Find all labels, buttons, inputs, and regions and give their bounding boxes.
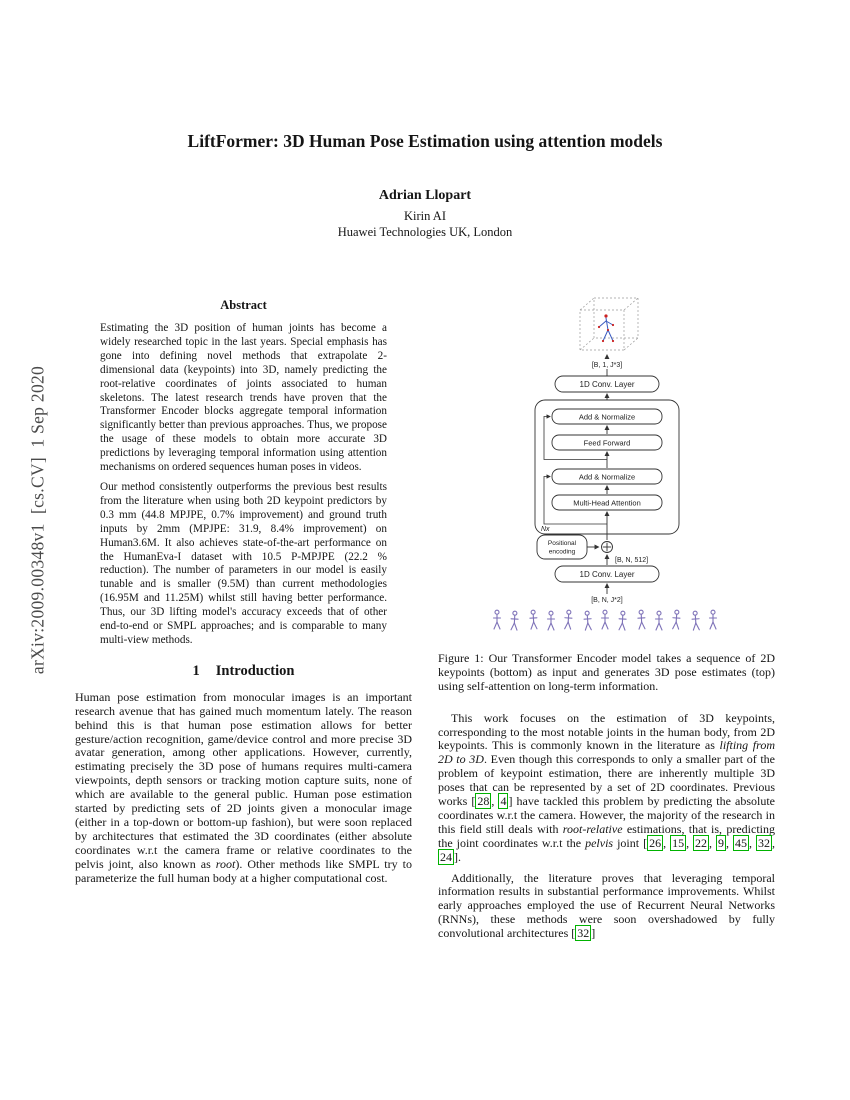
author-affiliation-2: Huawei Technologies UK, London	[337, 224, 513, 239]
tensor-shape-bottom: [B, N, J*2]	[590, 597, 623, 604]
citation-link[interactable]: 32	[758, 835, 770, 850]
conv-layer-bottom-label: 1D Conv. Layer	[579, 570, 634, 579]
text-run: ].	[454, 849, 461, 864]
citation-link[interactable]: 28	[477, 794, 490, 809]
text-run: ,	[686, 835, 694, 850]
figure-1	[442, 288, 772, 641]
right-column	[438, 288, 775, 948]
text-run: ]	[591, 926, 596, 941]
introduction-paragraph-1	[75, 691, 412, 886]
text-run: Human pose estimation from monocular images is an important research avenue that has gained much momentum lately. The reason behind this is that human pose estimation allows for better gesture/action recognition, game/device control and more precise 3D avatar generation, among other applications. However, currently, estimating precisely the 3D pose of humans requires multi-camera viewpoints, depth sensors or tracking motion capture suits, none of which are available to the general public. Human pose estimation started by predicting sets of 2D joints given a monocular image (either in a top-down or bottom-up fashion), but were soon replaced by architectures that estimated the 3D coordinates (either absolute coordinates w.r.t the camera frame or relative coordinates to the pelvis joint, also known as	[75, 689, 412, 871]
author-name: Adrian Llopart	[378, 188, 472, 203]
text-run: . Even though this corresponds to only a smaller part of the problem of keypoint estimation, there are inherently multiple 3D poses that can be represented by a set of 2D coordinates. Previous works [	[438, 752, 775, 809]
conv-layer-top-label: 1D Conv. Layer	[579, 380, 634, 389]
citation-link[interactable]: 4	[500, 794, 507, 809]
paper-title: LiftFormer: 3D Human Pose Estimation using attention models	[187, 131, 663, 151]
figure-1-caption: Figure 1: Our Transformer Encoder model takes a sequence of 2D keypoints (bottom) as input and generates 3D pose estimates (top) using self-attention on long-term information.	[438, 651, 775, 694]
3d-pose-cube	[580, 298, 638, 350]
citation-link[interactable]: 9	[718, 835, 725, 850]
citation-link[interactable]: 24	[440, 849, 452, 864]
section-heading-introduction	[75, 663, 412, 680]
add-normalize-1-label: Add & Normalize	[578, 412, 635, 422]
body-paragraph-lifting	[438, 712, 775, 865]
italic-text: root	[215, 856, 236, 871]
text-run: ,	[663, 835, 671, 850]
multi-head-attention-label: Multi-Head Attention	[572, 498, 641, 508]
3d-skeleton-icon	[599, 318, 613, 341]
text-run: ,	[749, 835, 756, 850]
figure-diagram	[442, 288, 772, 636]
text-run: joint [	[613, 835, 648, 850]
text-run: This work focuses on the estimation of 3D keypoints, corresponding to the most notable joints in the human body, from 2D keypoints. This is commonly known in the literature as	[438, 710, 775, 753]
citation-link[interactable]: 45	[735, 835, 748, 850]
2d-keypoint-sequence	[493, 610, 716, 630]
positional-encoding-label-1: Positional	[547, 540, 576, 547]
author-block	[0, 188, 850, 240]
citation-link[interactable]: 22	[695, 835, 708, 850]
italic-text: root-relative	[562, 821, 623, 836]
author-affiliation-1: Kirin AI	[403, 209, 446, 223]
left-column	[75, 298, 412, 893]
text-run: ,	[772, 835, 775, 850]
arxiv-watermark-text: arXiv:2009.00348v1 [cs.CV] 1 Sep 2020	[27, 365, 48, 675]
text-run: ,	[726, 835, 734, 850]
tensor-shape-mid: [B, N, 512]	[614, 557, 648, 564]
text-run: ,	[491, 794, 499, 809]
body-paragraph-temporal	[438, 872, 775, 942]
text-run: ] have tackled this problem by predicting the absolute coordinates w.r.t the camera. However, the majority of the research in this field still deals with	[438, 794, 775, 836]
positional-encoding-label-2: encoding	[548, 548, 575, 556]
text-run: Additionally, the literature proves that leveraging temporal information results in substantial performance improvements. Whilst early approaches employed the use of Recurrent Neural Networks (RNNs), these methods were soon overshadowed by fully convolutional architectures [	[438, 870, 775, 941]
abstract-paragraph-2: Our method consistently outperforms the previous best results from the literature when using both 2D keypoint predictors by 0.3 mm (44.8 MPJPE, 0.7% improvement) and ground truth inputs by 2mm (MPJPE: 31.9, 8.4% improvement) on Human3.6M. It also achieves state-of-the-art performance on the HumanEva-I dataset with 10.5 P-MPJPE (22.2 % reduction). The number of parameters in our model is easily tunable and is smaller (9.5M) than current methodologies (16.95M and 11.25M) whilst still having better performance. Thus, our 3D lifting model's accuracy exceeds that of other end-to-end or SMPL approaches; and is comparable to many multi-view methods.	[100, 480, 387, 646]
section-title: Introduction	[215, 662, 295, 679]
add-normalize-2-label: Add & Normalize	[578, 472, 635, 482]
citation-link[interactable]: 15	[672, 835, 685, 850]
text-run: estimations, that is, predicting the joint coordinates w.r.t the	[438, 821, 775, 850]
italic-text: lifting from 2D to 3D	[438, 738, 775, 767]
citation-link[interactable]: 26	[649, 835, 662, 850]
feed-forward-label: Feed Forward	[583, 438, 630, 448]
text-run: ). Other methods like SMPL try to parameterize the full human body at a higher computational cost.	[75, 856, 412, 885]
abstract-heading: Abstract	[220, 298, 267, 312]
encoder-repeat-label: Nx	[540, 526, 550, 533]
italic-text: pelvis	[585, 835, 614, 850]
text-run: ,	[709, 835, 717, 850]
section-number: 1	[192, 662, 200, 679]
citation-link[interactable]: 32	[577, 926, 590, 941]
tensor-shape-top: [B, 1, J*3]	[591, 362, 622, 369]
abstract-paragraph-1: Estimating the 3D position of human joints has become a widely researched topic in the last years. Special emphasis has gone into defining novel methods that extrapolate 2-dimensional data (keypoints) into 3D, namely predicting the root-relative coordinates of joints associated to human skeletons. The latest research trends have proven that the Transformer Encoder blocks aggregate temporal information significantly better than previous approaches. Thus, we propose the usage of these models to obtain more accurate 3D predictions by leveraging temporal information using attention mechanisms on ordered sequences human poses in videos.	[100, 322, 387, 474]
